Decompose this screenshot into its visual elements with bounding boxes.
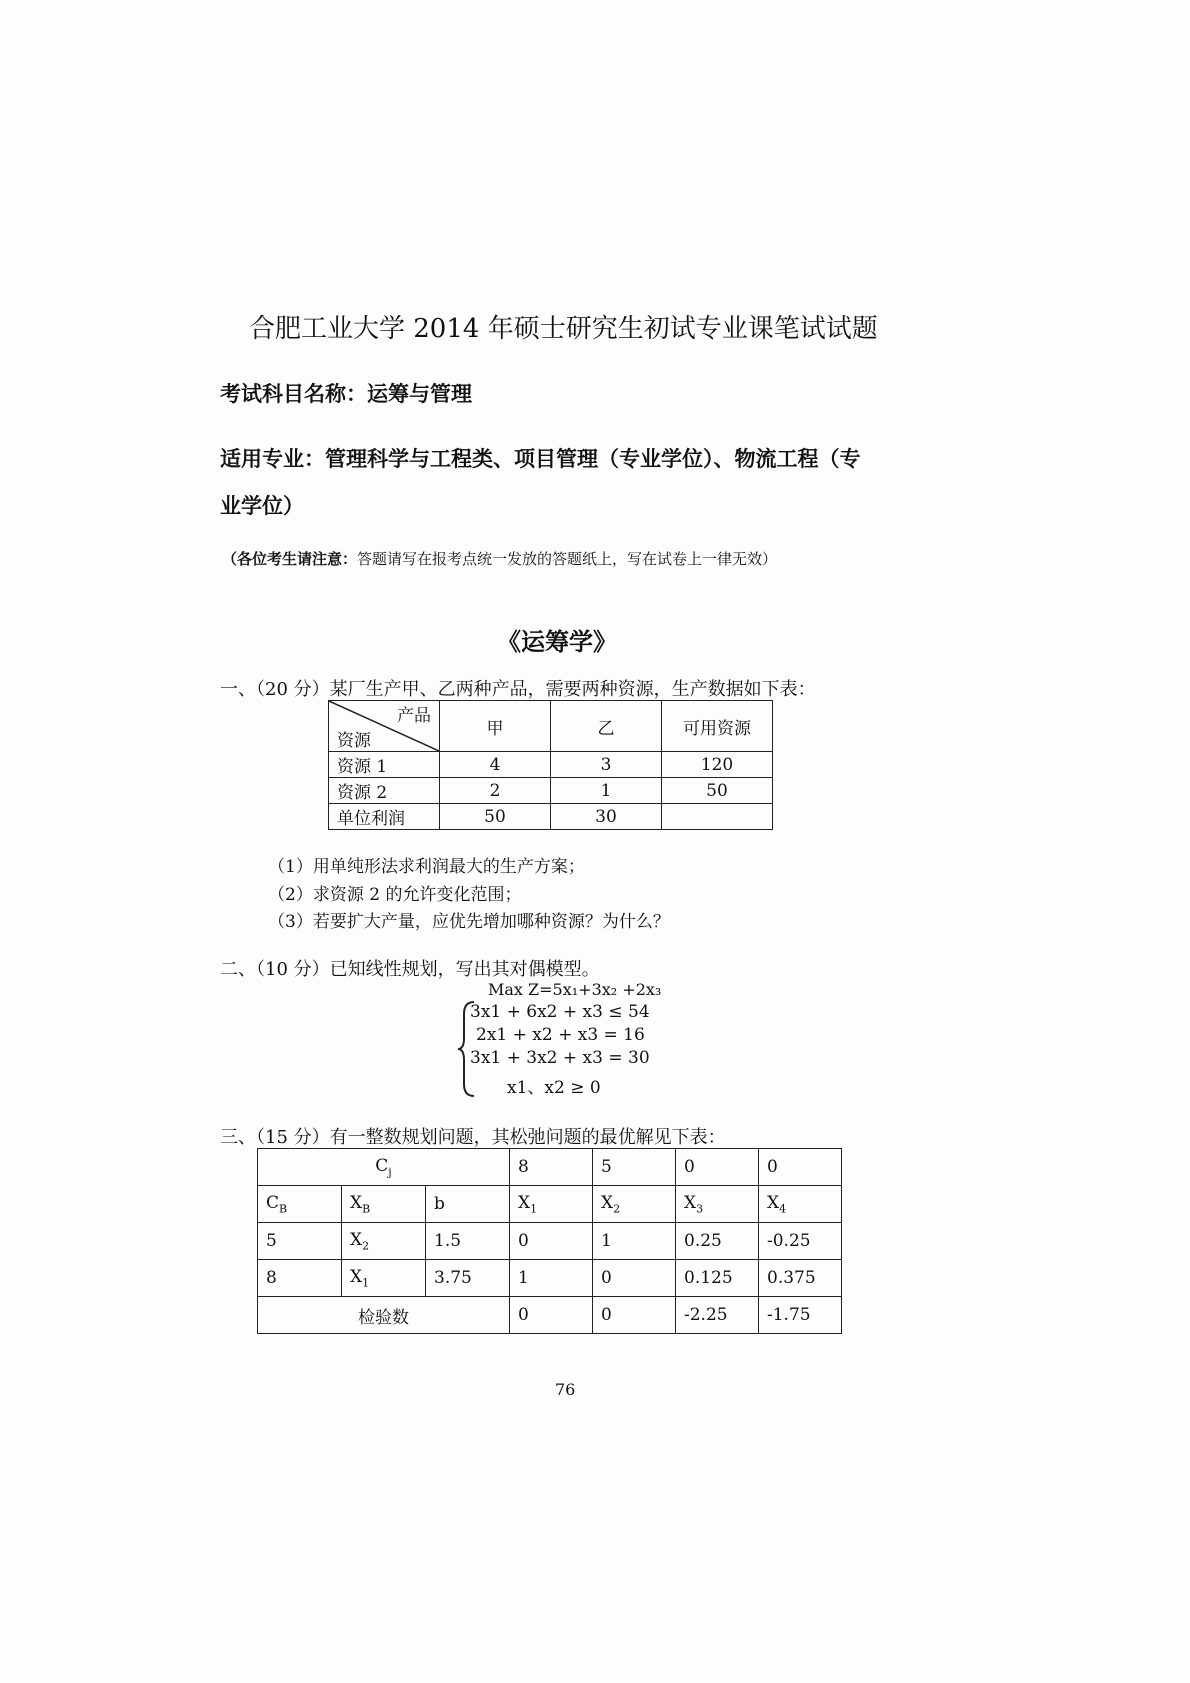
xb-var: X <box>350 1229 363 1250</box>
b-header: b <box>426 1186 510 1223</box>
page-number: 76 <box>555 1380 576 1399</box>
x-sub: 3 <box>696 1202 704 1216</box>
check-label: 检验数 <box>258 1297 510 1334</box>
cell: 1 <box>551 778 662 804</box>
xb-var: X <box>350 1266 363 1287</box>
col-header: 可用资源 <box>662 701 773 752</box>
xb-var-sub: 1 <box>362 1276 370 1290</box>
cj-value: 8 <box>510 1149 593 1186</box>
x-header <box>759 1186 842 1223</box>
b-value: 1.5 <box>426 1223 510 1260</box>
subject-value: 运筹与管理 <box>367 382 472 406</box>
b-value: 3.75 <box>426 1260 510 1297</box>
cj-value: 0 <box>759 1149 842 1186</box>
x-sub: 2 <box>613 1202 621 1216</box>
cb-value: 8 <box>258 1260 342 1297</box>
xb-sub: B <box>362 1202 371 1216</box>
exam-title: 合肥工业大学 2014 年硕士研究生初试专业课笔试试题 <box>249 314 878 344</box>
q2-constraint-1: 3x1 + 6x2 + x3 ≤ 54 <box>470 1002 650 1022</box>
table-row <box>329 701 773 752</box>
x-sub: 1 <box>530 1202 538 1216</box>
q1-sub1: （1）用单纯形法求利润最大的生产方案； <box>268 857 585 877</box>
subject-label: 考试科目名称： <box>220 382 367 406</box>
major-line-2: 业学位） <box>220 494 304 518</box>
row-label: 单位利润 <box>329 804 440 830</box>
coef-cell: 0.125 <box>676 1260 759 1297</box>
x-header <box>676 1186 759 1223</box>
notice-label: （各位考生请注意： <box>222 550 358 568</box>
x-label: X <box>601 1192 614 1213</box>
check-value: -1.75 <box>759 1297 842 1334</box>
check-value: 0 <box>593 1297 676 1334</box>
coef-cell: 0 <box>510 1223 593 1260</box>
q1-sub3: （3）若要扩大产量，应优先增加哪种资源？为什么？ <box>268 912 670 932</box>
notice <box>222 548 777 569</box>
x-header <box>593 1186 676 1223</box>
x-label: X <box>767 1192 780 1213</box>
cell <box>662 804 773 830</box>
cj-label: C <box>375 1155 389 1176</box>
table-row <box>329 752 773 778</box>
q2-constraint-2: 2x1 + x2 + x3 = 16 <box>476 1025 645 1045</box>
table-row <box>329 778 773 804</box>
table-row <box>329 804 773 830</box>
x-label: X <box>684 1192 697 1213</box>
q2-constraint-4: x1、x2 ≥ 0 <box>507 1078 601 1098</box>
check-value: -2.25 <box>676 1297 759 1334</box>
coef-cell: -0.25 <box>759 1223 842 1260</box>
coef-cell: 1 <box>510 1260 593 1297</box>
q1-sub2: （2）求资源 2 的允许变化范围； <box>268 885 522 905</box>
x-label: X <box>518 1192 531 1213</box>
xb-var-sub: 2 <box>362 1239 370 1253</box>
q2-objective: Max Z=5x₁+3x₂ +2x₃ <box>488 980 662 999</box>
table-row <box>258 1260 842 1297</box>
x-sub: 4 <box>779 1202 787 1216</box>
coef-cell: 0.25 <box>676 1223 759 1260</box>
corner-top-label: 产品 <box>397 706 431 726</box>
cb-header <box>258 1186 342 1223</box>
cj-value: 5 <box>593 1149 676 1186</box>
table-row <box>258 1186 842 1223</box>
table-row <box>258 1149 842 1186</box>
check-value: 0 <box>510 1297 593 1334</box>
cell: 2 <box>440 778 551 804</box>
cb-sub: B <box>279 1202 288 1216</box>
cb-value: 5 <box>258 1223 342 1260</box>
table-row <box>258 1297 842 1334</box>
col-header: 甲 <box>440 701 551 752</box>
coef-cell: 1 <box>593 1223 676 1260</box>
coef-cell: 0.375 <box>759 1260 842 1297</box>
cj-sub: j <box>388 1165 392 1179</box>
cell: 120 <box>662 752 773 778</box>
q2-stem: 二、（10 分）已知线性规划，写出其对偶模型。 <box>220 959 600 980</box>
notice-text: 答题请写在报考点统一发放的答题纸上，写在试卷上一律无效） <box>357 550 778 568</box>
cj-value: 0 <box>676 1149 759 1186</box>
xb-label: X <box>350 1192 363 1213</box>
q3-simplex-table <box>257 1148 842 1334</box>
row-label: 资源 1 <box>329 752 440 778</box>
q2-constraint-3: 3x1 + 3x2 + x3 = 30 <box>470 1048 650 1068</box>
q1-table <box>328 700 773 830</box>
coef-cell: 0 <box>593 1260 676 1297</box>
section-title: 《运筹学》 <box>497 628 617 656</box>
cb-label: C <box>266 1192 280 1213</box>
cell: 4 <box>440 752 551 778</box>
cell: 50 <box>440 804 551 830</box>
table-row <box>258 1223 842 1260</box>
cell: 3 <box>551 752 662 778</box>
xb-value <box>342 1223 426 1260</box>
corner-bottom-label: 资源 <box>337 731 371 751</box>
row-label: 资源 2 <box>329 778 440 804</box>
q3-stem: 三、（15 分）有一整数规划问题，其松弛问题的最优解见下表： <box>220 1127 726 1148</box>
q1-stem: 一、（20 分）某厂生产甲、乙两种产品，需要两种资源，生产数据如下表： <box>220 679 816 700</box>
cj-label-cell <box>258 1149 510 1186</box>
xb-value <box>342 1260 426 1297</box>
col-header: 乙 <box>551 701 662 752</box>
x-header <box>510 1186 593 1223</box>
cell: 30 <box>551 804 662 830</box>
subject-line <box>220 378 472 408</box>
corner-cell <box>329 701 440 752</box>
xb-header <box>342 1186 426 1223</box>
major-line-1: 适用专业：管理科学与工程类、项目管理（专业学位）、物流工程（专 <box>220 447 861 471</box>
cell: 50 <box>662 778 773 804</box>
